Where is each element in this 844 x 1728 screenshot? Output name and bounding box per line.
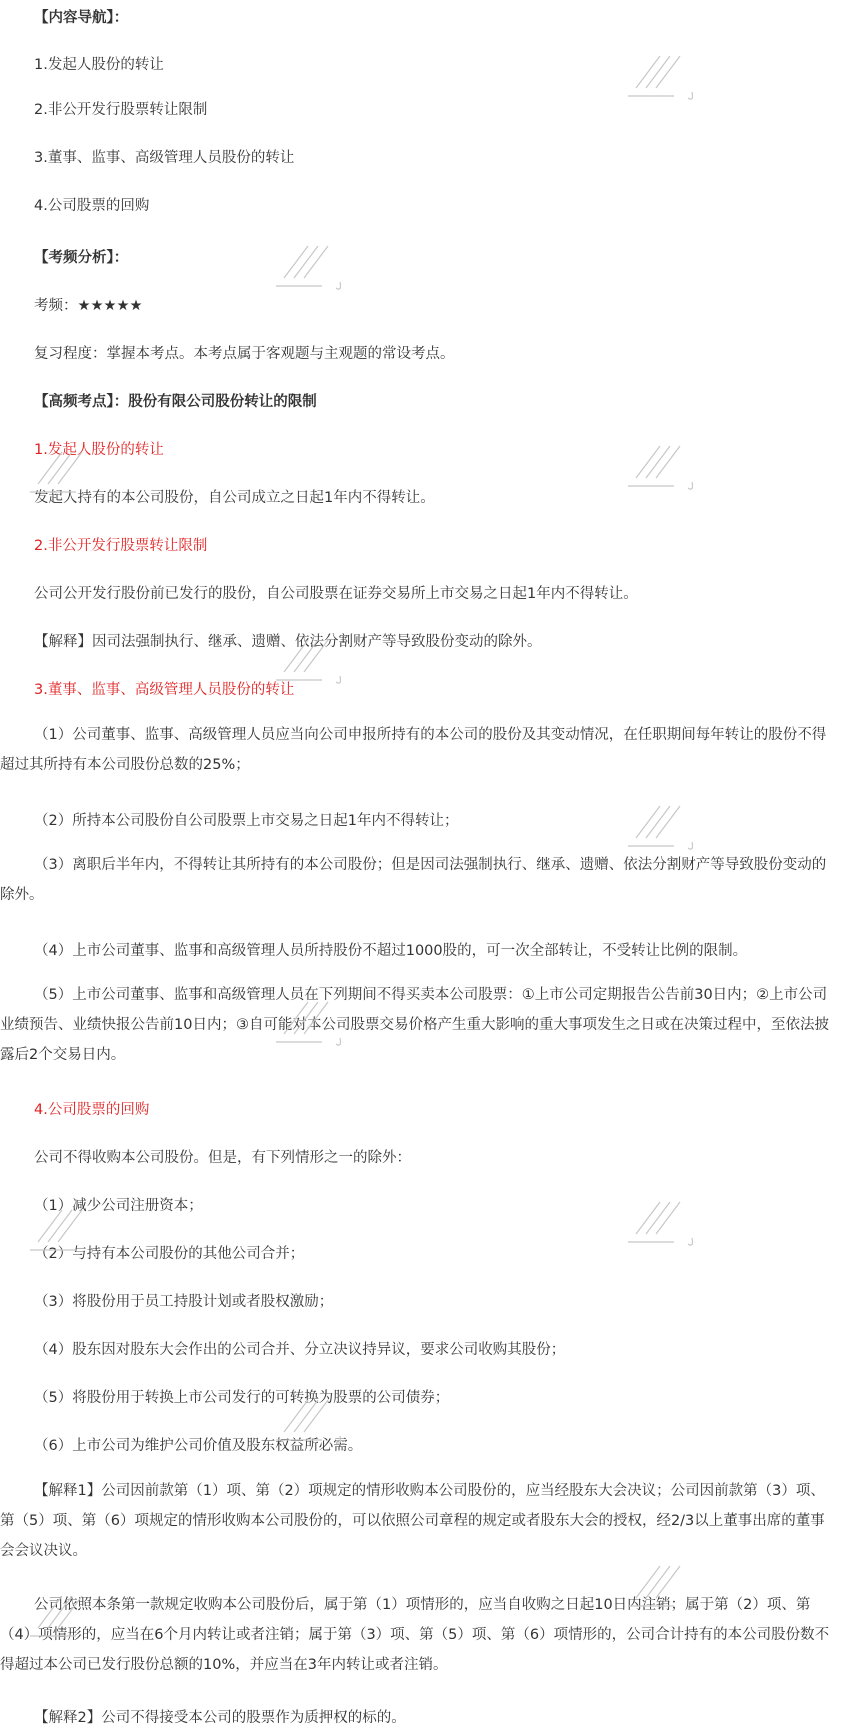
watermark-mark [626,50,706,110]
nav-item-4: 4.公司股票的回购 [34,198,150,214]
section-3-title: 3.董事、监事、高级管理人员股份的转让 [34,682,295,698]
nav-heading: 【内容导航】： [34,10,129,26]
buyback-item-4: （4）股东因对股东大会作出的公司合并、分立决议持异议，要求公司收购其股份； [34,1342,566,1358]
section-4-title: 4.公司股票的回购 [34,1102,150,1118]
buyback-item-5: （5）将股份用于转换上市公司发行的可转换为股票的公司债券； [34,1390,450,1406]
watermark-mark [28,1590,108,1650]
watermark-mark [626,440,706,500]
freq-rating: 考频：★★★★★ [34,298,143,314]
section-2-note: 【解释】因司法强制执行、继承、遗赠、依法分割财产等导致股份变动的除外。 [34,634,542,650]
watermark-mark [626,800,706,860]
section-4-note1b: 公司依照本条第一款规定收购本公司股份后，属于第（1）项情形的，应当自收购之日起10日内注销；属于第（2）项、第（4）项情形的，应当在6个月内转让或者注销；属于第（3）项、第（5）项、第（6）项情形的，公司合计持有的本公司股份数不得超过本公司已发行股份总额的10%，并应当在3年内转让或者注销。 [0,1597,830,1673]
section-2-body: 公司公开发行股份前已发行的股份，自公司股票在证券交易所上市交易之日起1年内不得转让。 [34,586,638,602]
buyback-item-6: （6）上市公司为维护公司价值及股东权益所必需。 [34,1438,363,1454]
section-3-p1: （1）公司董事、监事、高级管理人员应当向公司申报所持有的本公司的股份及其变动情况，在任职期间每年转让的股份不得超过其所持有本公司股份总数的25%； [0,727,827,773]
freq-heading: 【考频分析】： [34,250,129,266]
watermark-mark [274,634,354,694]
watermark-mark [626,1196,706,1256]
section-3-p2: （2）所持本公司股份自公司股票上市交易之日起1年内不得转让； [34,813,459,829]
section-3-p3: （3）离职后半年内，不得转让其所持有的本公司股份；但是因司法强制执行、继承、遗赠、依法分割财产等导致股份变动的除外。 [0,857,827,903]
section-3-p4: （4）上市公司董事、监事和高级管理人员所持股份不超过1000股的，可一次全部转让，不受转让比例的限制。 [34,943,748,959]
section-3-p5: （5）上市公司董事、监事和高级管理人员在下列期间不得买卖本公司股票：①上市公司定期报告公告前30日内；②上市公司业绩预告、业绩快报公告前10日内；③自可能对本公司股票交易价格产生重大影响的重大事项发生之日或在决策过程中，至依法披露后2个交易日内。 [0,987,829,1063]
nav-item-3: 3.董事、监事、高级管理人员股份的转让 [34,150,295,166]
section-4-note1: 【解释1】公司因前款第（1）项、第（2）项规定的情形收购本公司股份的，应当经股东大会决议；公司因前款第（3）项、第（5）项、第（6）项规定的情形收购本公司股份的，可以依照公司章程的规定或者股东大会的授权，经2/3以上董事出席的董事会会议决议。 [0,1483,825,1559]
nav-item-2: 2.非公开发行股票转让限制 [34,102,208,118]
watermark-mark [274,240,354,300]
section-2-title: 2.非公开发行股票转让限制 [34,538,208,554]
section-1-body: 发起人持有的本公司股份，自公司成立之日起1年内不得转让。 [34,490,435,506]
section-4-intro: 公司不得收购本公司股份。但是，有下列情形之一的除外： [34,1150,411,1166]
buyback-item-3: （3）将股份用于员工持股计划或者股权激励； [34,1294,334,1310]
watermark-mark [274,996,354,1056]
buyback-item-2: （2）与持有本公司股份的其他公司合并； [34,1246,305,1262]
watermark-mark [626,1560,706,1620]
nav-item-1: 1.发起人股份的转让 [34,57,164,73]
section-4-note2: 【解释2】公司不得接受本公司的股票作为质押权的标的。 [34,1710,406,1726]
watermark-mark [274,1394,354,1454]
watermark-mark [28,446,108,506]
hot-heading: 【高频考点】：股份有限公司股份转让的限制 [34,394,317,410]
freq-review: 复习程度：掌握本考点。本考点属于客观题与主观题的常设考点。 [34,346,455,362]
buyback-item-1: （1）减少公司注册资本； [34,1198,203,1214]
section-1-title: 1.发起人股份的转让 [34,442,164,458]
watermark-mark [28,1204,108,1264]
